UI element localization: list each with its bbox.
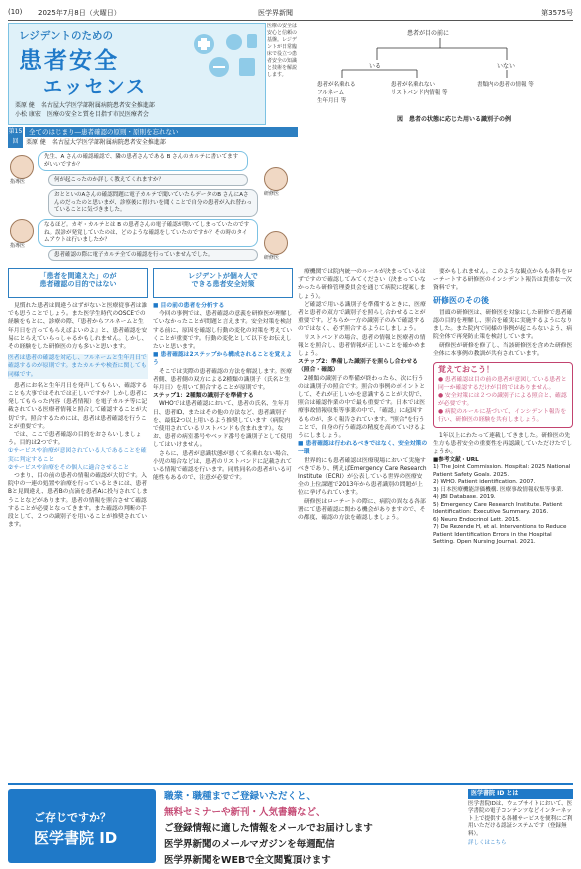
episode-title: 全てのはじまり―患者確認の原則・原則を忘れない [25, 127, 298, 137]
section-heading: 研修医のその後 [433, 295, 489, 305]
avatar [10, 155, 34, 179]
diagram-item: 書類内の患者の情報 等 [477, 82, 534, 88]
avatar [10, 219, 34, 243]
references: ■参考文献・URL 1) The Joint Commission. Hospital: 2025 National Patient Safety Goals. 2025. 2) WHO. Patient identification. 2007. 3) 日本医療機能評価機構. 医療事故情報収集等事業. 4) JBI Database. 2019. 5) Emergency Care Research Institute. Patient Identification: Executive Summary. 2016. 6) Neuro Endocrinol Lett. 2015. 7) De Rezende H, et al. Interventions to Reduce Patient Identification Errors in the Hospital Setting. Open Nursing Journal. 2021. [433, 456, 571, 546]
section-heading: レジデントが個々人で できる患者安全対策 [153, 268, 293, 298]
series-banner [8, 23, 266, 125]
episode-number: 第15回 [8, 127, 23, 148]
page-header [8, 6, 573, 21]
avatar [264, 167, 288, 191]
dialog-bubble: なるほど。カギ・カルテとは B の患者さんの電子確認が開いてしまっていたのですね。誤診が発覚していたのは、どのような確認をしていたのですか？その時のタイムアウトは行いましたか？ [38, 219, 258, 247]
identifier-diagram [307, 26, 573, 126]
details-link[interactable]: 詳しくはこちら [468, 840, 507, 846]
diagram-branch-right: いない [497, 63, 516, 70]
issue-number: 第3575号 [541, 9, 573, 17]
case-dialog: 指導医 先生、A さんの確認確認で、隣の患者さんである B さんのカルテに書いてますがいいですか？ 何が起こったのか詳しく教えてくれますか？ 研修医 おとといのAさんの確認問題に電子カルテで聞いていたらデータのB さんにAさんのだったのと思いまが、診察後に胃けいを聞くことで自分の患者が入れ替わっていることに気づきました。 指導医 なるほど。カギ・カルテとは B の患者さんの電子確認が開いてしまっていたのですね。誤診が発覚していたのは、どのような確認をしていたのですか？その時のタイムアウトは行いましたか？ 研修医 患者確認の際に電子カルテ全ての確認を行っていませんでした。 [8, 151, 298, 261]
column-4: 要かもしれません。このような観点からも各科をローテートする研修医のインシデント報告は貴重な一次資料です。 研修医のその後 冒頭の研修医は、研修医を対象にした研修で患者確認の目的を理解し、照合を確実に実施するようになりました。また院内で同様の事例が起こらないよう、病院全体で再発防止策を検討しています。 研修医が研修を修了し、当該研修医を含めた研修医全体に本事例の教訓が共有されています。 覚えておこう！ ● 患者確認は目の前の患者が意図している患者と同一か確認するだけが目的ではありません。 ● 安全対策には２つの識別子による照合と、確認が必要です。 ● 病院のルールに基づいて、インシデント報告を行い、研修医の経験を共有しましょう。 1年以上にわたって連載してきました。研修医の先生方も患者安全の重要性を再認識していただけたでしょうか。 ■参考文献・URL 1) The Joint Commission. Hospital: 2025 National Patient Safety Goals. 2025. 2) WHO. Patient identification. 2007. 3) 日本医療機能評価機構. 医療事故情報収集等事業. 4) JBI Database. 2019. 5) Emergency Care Research Institute. Patient Identification: Executive Summary. 2016. 6) Neuro Endocrinol Lett. 2015. 7) De Rezende H, et al. Interventions to Reduce Patient Identification Errors in the Hospital Setting. Open Nursing Journal. 2021. [433, 269, 573, 546]
dialog-bubble: 患者確認の際に電子カルテ全ての確認を行っていませんでした。 [48, 249, 258, 261]
dialog-bubble: おとといのAさんの確認問題に電子カルテで聞いていたらデータのB さんにAさんのだったのと思いまが、診察後に胃けいを聞くことで自分の患者が入れ替わっていることに気づきました。 [48, 189, 258, 217]
diagram-root: 患者が目の前に [407, 30, 450, 37]
series-title-1: 患者安全 [19, 48, 119, 74]
episode-bar [8, 127, 298, 148]
diagram-caption: 図 患者の状態に応じた用いる識別子の例 [397, 116, 512, 123]
dialog-bubble: 先生、A さんの確認確認で、隣の患者さんである B さんのカルテに書いてますがいいですか？ [38, 151, 248, 171]
episode-author: 栗原 健 名古屋大学医学部附属病院患者安全推進部 [26, 139, 166, 146]
column-1: 「患者を間違えた」のが 患者確認の目的ではない 見慣れた患者は間違うはずがないと医療従事者は誰でも思うことでしょう。また医学生時代のOSCEでの経験をもとに、診療の際、『患者からフルネームと生年月日を言ってもらえばよいのよ』と、患者確認を安易にとらえていらっしゃるかもしれません。しかし、その経験をした研修医の方も多いと思います。 医者は患者の確認を対応し、フルネームと生年月日で確認するのが原則です。またカルテや検査に関しても同様です。 患者にお名と生年月日を発声してもらい、確認することも大事ではそれでは正しいですか？しかし患者に発してもらった内容（患者情報）を電子カルテ等に記載されている医療者情報と照合して確認することが大切です。照合するためには、患者は患者確認を行うことが重要です。 では、ここで患者確認の目的をおさらいしましょう。目的は2つです。 ①サービスや治療が意図されている人であることを確実に判定すること ②サービスや治療をその個人に適合させること つまり、目の前の患者の情報の確認が大切です。入院中の一連の処置や治療を行っているときには、患者Bと見間違え、患者Bの点滴を患者Aに投与されてしまうことなどがあります。患者の情報を照合させて確認することが必要となってきます。また確認の判断の手段として、２つの識別子を用いることが推奨されています。 [8, 268, 148, 773]
diagram-item: 患者が名乗れない リストバンド内情報 等 [391, 82, 448, 96]
diagram-item: 患者が名乗れる フルネーム 生年月日 等 [317, 82, 356, 104]
column-3: 療機関では院内統一のルールが決まっているはずですので確認してみてください（決まっていなかったら研修管理委員会を通じて病院に提案しましょう）。 ど確認で用いる識別子を準備するときに、医療者と患者の双方で識別子を照らし合わせることが重要です。どちらか一方の識別子のみで確認するのではなく、必ず照合するようにしましょう。 リストバンドの場合、患者の情報と医療者の情報とを照合し、患者情報が正しいことを確かめましょう。 ステップ2：準備した識別子を照らし合わせる（照合・確認） 2種類の識別子の準備が終わったら、次に行うのは識別子の照合です。照合の事例のポイントとして、それが正しいかを意識することが大切で、照合は確認作業の中で最も重要です。日本では医療事故情報収集等事業の中で、「確認」に起因するものが、多く報告されています。"照合"を行うことで、自身の行う確認の精度を高めていけるようにしましょう。 ■ 患者確認は行われるべきではなく、安全対策の一環 世界的にも患者確認は医療現場において実施すべきであり、例えばEmergency Care Research Institute（ECRI）が公表している世界の医療安全の上位課題で2013年から患者識別の問題が上位に挙げられています。 研修医はローテートの際に、病院の異なる各部署にて患者確認に関わる機会がありますので、その都度、確認の方法を確認しましょう。 [298, 269, 428, 522]
diagram-branch-left: いる [369, 63, 382, 70]
avatar [264, 231, 288, 255]
section-heading: 「患者を間違えた」のが 患者確認の目的ではない [8, 268, 148, 298]
issue-date: 2025年7月8日（火曜日） [38, 9, 121, 17]
paper-name: 医学界新聞 [258, 9, 293, 17]
advertisement [8, 783, 573, 865]
diagram-lines [307, 26, 573, 126]
series-authors: 栗原 健 名古屋大学医学部附属病院患者安全推進部 小松 康宏 医療の安全と質を目指す市民医療者会 [15, 102, 155, 118]
takeaway-box: 覚えておこう！ ● 患者確認は目の前の患者が意図している患者と同一か確認するだけが目的ではありません。 ● 安全対策には２つの識別子による照合と、確認が必要です。 ● 病院のルールに基づいて、インシデント報告を行い、研修医の経験を共有しましょう。 [433, 362, 573, 428]
article-body [8, 268, 573, 773]
column-2: レジデントが個々人で できる患者安全対策 ■ 目の前の患者を分析する 今回の事例では、患者確認の意義を研修医が理解していなかったことが問題と言えます。安全対策を検討する前に、原因を確認し行動の変化の対策を考えていくことが重要です。行動の変化として以下をお伝えしたいと思います。 ■ 患者確認は2ステップから構成されることを覚えよう そこでは実際の患者確認の方法を解説します。医療者側、患者側の双方による2種類の識別子（氏名と生年月日）を用いて照合することが原則です。 ステップ1：2種類の識別子を準備する WHOでは患者確認において、患者の氏名、生年月日、患者ID、またはその他の方法など、患者識別子を、最低2つ以上用いるよう推奨しています（病院内で使用されているリストバンドも含まれます）。なお、患者の病室番号やベッド番号を識別子として使用してはいけません。 さらに、患者が意識状態が悪くて名乗れない場合、小児の場合などは、患者のリストバンドに記載されている情報で確認を行います。同姓同名の患者がいる可能性もあるので、注意が必要です。 [153, 268, 293, 773]
series-title-2: エッセンス [43, 76, 148, 98]
dialog-bubble: 何が起こったのか詳しく教えてくれますか？ [48, 174, 248, 186]
medical-icons [189, 32, 259, 80]
series-note: 医療の安全は安心と信頼の基盤。レジデントが日常臨床で役立つ患者安全の知識と技術を解説します。 [267, 23, 298, 78]
series-subtitle: レジデントのための [19, 30, 114, 42]
ad-copy: 職業・職種までご登録いただくと、 無料セミナーや新刊・人気書籍など、 ご登録情報に適した情報をメールでお届けします 医学界新聞のメールマガジンを毎週配信 医学界新聞をWEBで全文閲覧頂けます [164, 791, 373, 866]
page-number: (10) [8, 8, 23, 16]
ad-id-banner[interactable]: ご存じですか？ 医学書院 ID [8, 789, 156, 863]
ad-id-info: 医学書院 ID とは 医学書院IDは、ウェブサイトにおいて、医学書院の電子コンテンツなどインターネット上で提供する各種サービスを便利にご利用いただける認証システムです（登録無料）。 詳しくはこちら [468, 790, 573, 846]
